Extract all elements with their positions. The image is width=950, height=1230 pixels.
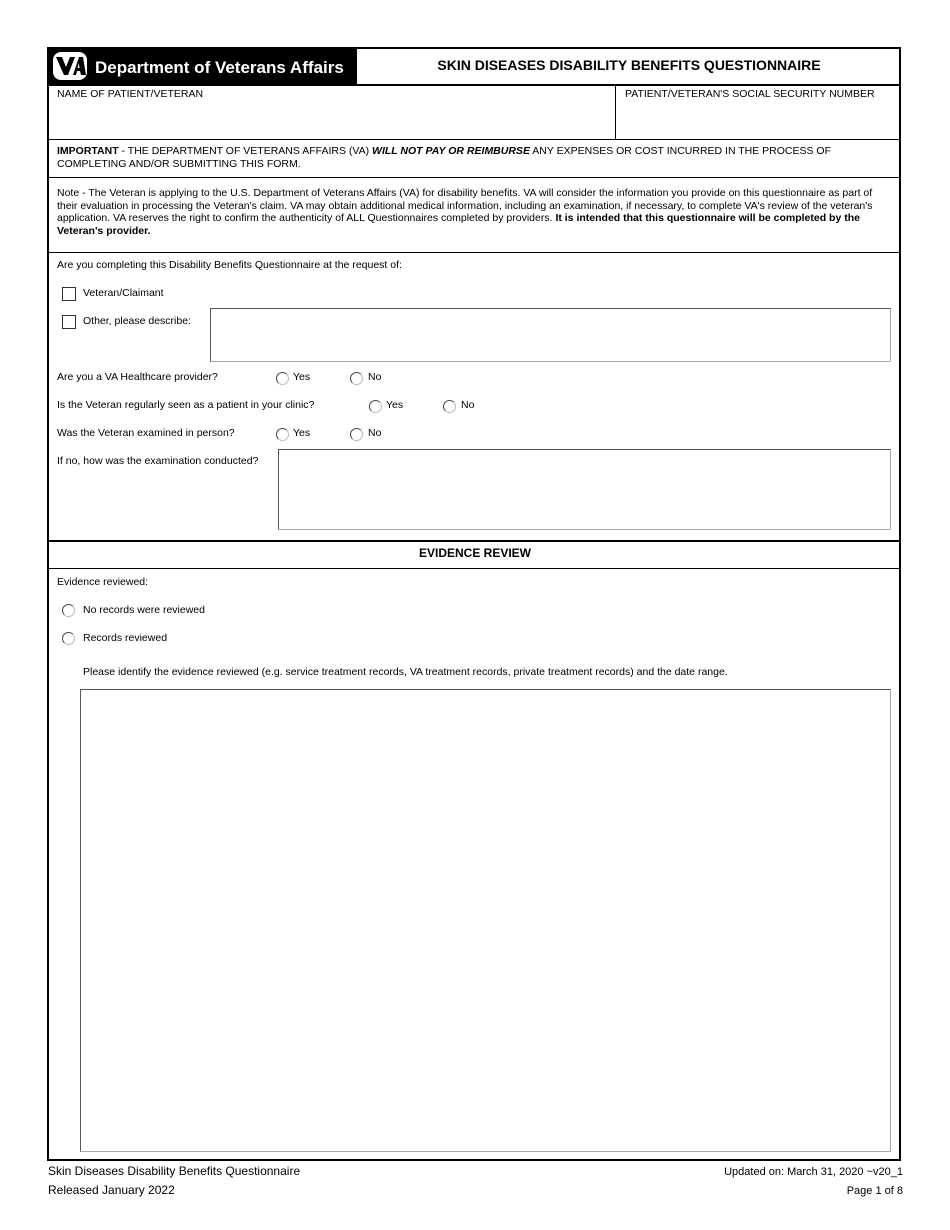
- divider: [49, 177, 901, 178]
- footer-form-name: Skin Diseases Disability Benefits Questionnaire: [48, 1164, 301, 1178]
- no-label: No: [368, 371, 382, 383]
- footer-released: Released January 2022: [48, 1183, 175, 1197]
- examined-yes-radio[interactable]: [276, 428, 289, 441]
- yes-label: Yes: [293, 371, 311, 383]
- important-emphasis: WILL NOT PAY OR REIMBURSE: [372, 145, 530, 157]
- no-label: No: [368, 427, 382, 439]
- seen-regularly-no-radio[interactable]: [443, 400, 456, 413]
- note-paragraph: [57, 187, 893, 237]
- how-conducted-question: If no, how was the examination conducted?: [57, 455, 259, 467]
- other-describe-textbox[interactable]: [210, 308, 891, 362]
- examined-in-person-question: Was the Veteran examined in person?: [57, 427, 235, 439]
- divider: [49, 540, 901, 542]
- how-conducted-textbox[interactable]: [278, 449, 891, 530]
- divider: [49, 252, 901, 253]
- ssn-label: PATIENT/VETERAN'S SOCIAL SECURITY NUMBER: [625, 88, 875, 100]
- va-provider-yes-radio[interactable]: [276, 372, 289, 385]
- note-bold-text: It is intended that this questionnaire will be completed by the Veteran's provider.: [57, 212, 860, 237]
- important-notice: [57, 145, 887, 170]
- department-name: Department of Veterans Affairs: [95, 58, 344, 77]
- evidence-details-textbox[interactable]: [80, 689, 891, 1152]
- evidence-reviewed-label: Evidence reviewed:: [57, 576, 149, 588]
- records-reviewed-radio[interactable]: [62, 632, 75, 645]
- evidence-instructions: Please identify the evidence reviewed (e.g. service treatment records, VA treatment records, private treatment records) and the date range.: [83, 666, 728, 678]
- no-records-label: No records were reviewed: [83, 604, 205, 616]
- examined-no-radio[interactable]: [350, 428, 363, 441]
- va-provider-question: Are you a VA Healthcare provider?: [57, 371, 218, 383]
- divider: [49, 139, 901, 140]
- patient-name-field[interactable]: [49, 85, 615, 139]
- no-records-radio[interactable]: [62, 604, 75, 617]
- va-header-banner: [49, 49, 355, 84]
- footer-page-number: Page 1 of 8: [846, 1185, 903, 1197]
- form-title: SKIN DISEASES DISABILITY BENEFITS QUESTIONNAIRE: [355, 49, 901, 84]
- veteran-claimant-checkbox[interactable]: [62, 287, 76, 301]
- evidence-review-title: EVIDENCE REVIEW: [418, 546, 532, 560]
- va-logo-icon: [53, 52, 87, 80]
- seen-regularly-yes-radio[interactable]: [369, 400, 382, 413]
- yes-label: Yes: [293, 427, 311, 439]
- important-text: ANY EXPENSES OR COST INCURRED IN THE PROCESS OF COMPLETING AND/OR SUBMITTING THIS FORM.: [57, 145, 832, 170]
- no-label: No: [461, 399, 475, 411]
- other-label: Other, please describe:: [83, 315, 191, 327]
- important-text: - THE DEPARTMENT OF VETERANS AFFAIRS (VA): [118, 145, 373, 157]
- va-provider-no-radio[interactable]: [350, 372, 363, 385]
- important-prefix: IMPORTANT: [57, 145, 119, 157]
- ssn-field[interactable]: [616, 85, 901, 139]
- footer-updated: Updated on: March 31, 2020 ~v20_1: [724, 1166, 903, 1178]
- patient-name-label: NAME OF PATIENT/VETERAN: [57, 88, 204, 100]
- request-question: Are you completing this Disability Benefits Questionnaire at the request of:: [57, 259, 402, 271]
- records-reviewed-label: Records reviewed: [83, 632, 168, 644]
- divider: [49, 568, 901, 569]
- yes-label: Yes: [386, 399, 404, 411]
- seen-regularly-question: Is the Veteran regularly seen as a patient in your clinic?: [57, 399, 315, 411]
- note-text: Note - The Veteran is applying to the U.S. Department of Veterans Affairs (VA) for disability benefits. VA will consider the information you provide on this questionnaire as part of their evaluation in processing the Veteran's claim. VA may obtain additional medical information, including an examination, if necessary, to complete VA's review of the veteran's application. VA reserves the right to confirm the authenticity of ALL Questionnaires completed by providers.: [57, 187, 873, 224]
- other-checkbox[interactable]: [62, 315, 76, 329]
- questionnaire-form: [47, 47, 901, 1161]
- veteran-claimant-label: Veteran/Claimant: [83, 287, 164, 299]
